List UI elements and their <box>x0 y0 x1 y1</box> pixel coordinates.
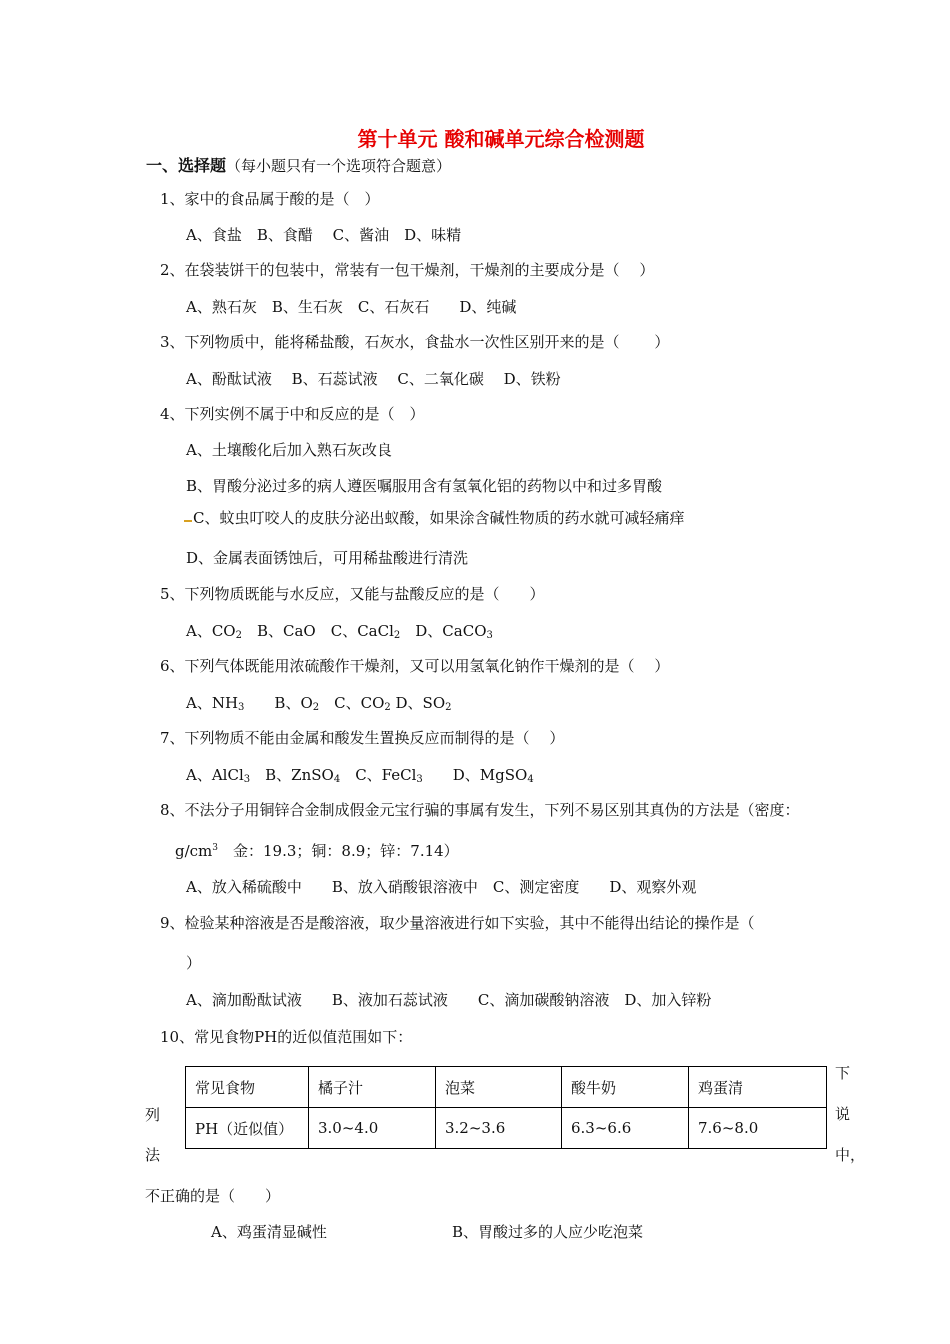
question-9-stem-end: ） <box>186 954 202 972</box>
question-7-options: A、AlCl$_3$ B、ZnSO$_4$ C、FeCl$_3$ D、MgSO$_4$ <box>186 766 534 785</box>
question-8-options: A、放入稀硫酸中 B、放入硝酸银溶液中 C、测定密度 D、观察外观 <box>186 878 697 896</box>
table-cell: 酸牛奶 <box>562 1067 689 1108</box>
question-1-stem: 1、家中的食品属于酸的是（ ） <box>160 190 380 208</box>
question-4-option-a: A、土壤酸化后加入熟石灰改良 <box>186 441 392 459</box>
table-cell: 6.3~6.6 <box>562 1108 689 1149</box>
table-row <box>186 1067 827 1108</box>
table-cell: 3.2~3.6 <box>436 1108 562 1149</box>
edit-mark <box>184 520 192 522</box>
wrap-text-right: 说 <box>835 1105 851 1123</box>
wrap-text-right: 下 <box>835 1064 851 1082</box>
question-6-stem: 6、下列气体既能用浓硫酸作干燥剂，又可以用氢氧化钠作干燥剂的是（ ） <box>160 657 670 675</box>
question-8-stem: 8、不法分子用铜锌合金制成假金元宝行骗的事属有发生，下列不易区别其真伪的方法是（密度： <box>160 801 800 819</box>
question-4-stem: 4、下列实例不属于中和反应的是（ ） <box>160 405 425 423</box>
wrap-text-right: 中， <box>835 1146 866 1164</box>
question-2-options: A、熟石灰 B、生石灰 C、石灰石 D、纯碱 <box>186 298 517 316</box>
table-cell: 常见食物 <box>186 1067 309 1108</box>
table-cell: 3.0~4.0 <box>309 1108 436 1149</box>
table-cell: 橘子汁 <box>309 1067 436 1108</box>
question-10-option-a: A、鸡蛋清显碱性 <box>211 1223 327 1241</box>
question-3-options: A、酚酞试液 B、石蕊试液 C、二氧化碳 D、铁粉 <box>186 370 561 388</box>
table-cell: 泡菜 <box>436 1067 562 1108</box>
section-note: （每小题只有一个选项符合题意） <box>226 157 452 175</box>
question-5-options: A、$CO_2$ B、CaO C、CaCl$_2$ D、CaCO$_3$ <box>186 622 493 641</box>
question-8-density: $g/cm^3$ 金：19.3；铜：8.9；锌：7.14） <box>175 842 459 860</box>
question-2-stem: 2、在袋装饼干的包装中，常装有一包干燥剂，干燥剂的主要成分是（ ） <box>160 261 655 279</box>
wrap-text-left: 列 <box>145 1106 161 1124</box>
question-4-option-d: D、金属表面锈蚀后，可用稀盐酸进行清洗 <box>186 549 469 567</box>
table-cell: 7.6~8.0 <box>689 1108 827 1149</box>
wrap-text-left: 法 <box>145 1146 161 1164</box>
ph-table <box>185 1066 827 1149</box>
question-10-tail: 不正确的是（ ） <box>145 1187 281 1205</box>
question-3-stem: 3、下列物质中，能将稀盐酸，石灰水，食盐水一次性区别开来的是（ ） <box>160 333 670 351</box>
question-5-stem: 5、下列物质既能与水反应，又能与盐酸反应的是（ ） <box>160 585 545 603</box>
question-10-stem: 10、常见食物PH的近似值范围如下： <box>160 1028 413 1046</box>
section-label: 一、选择题 <box>146 156 227 175</box>
table-cell: PH（近似值） <box>186 1108 309 1149</box>
question-6-options: A、$NH_3$ B、$O_2$ C、$CO_2$ D、$SO_2$ <box>186 694 452 713</box>
question-7-stem: 7、下列物质不能由金属和酸发生置换反应而制得的是（ ） <box>160 729 565 747</box>
question-9-stem: 9、检验某种溶液是否是酸溶液，取少量溶液进行如下实验，其中不能得出结论的操作是（ <box>160 914 755 932</box>
page-title: 第十单元 酸和碱单元综合检测题 <box>357 127 645 151</box>
question-9-options: A、滴加酚酞试液 B、液加石蕊试液 C、滴加碳酸钠溶液 D、加入锌粉 <box>186 991 712 1009</box>
question-4-option-b: B、胃酸分泌过多的病人遵医嘱服用含有氢氧化铝的药物以中和过多胃酸 <box>186 477 663 495</box>
section-heading <box>146 153 451 176</box>
table-row <box>186 1108 827 1149</box>
question-10-option-b: B、胃酸过多的人应少吃泡菜 <box>452 1223 644 1241</box>
question-4-option-c: C、蚊虫叮咬人的皮肤分泌出蚁酸，如果涂含碱性物质的药水就可减轻痛痒 <box>193 509 685 527</box>
table-cell: 鸡蛋清 <box>689 1067 827 1108</box>
question-1-options: A、食盐 B、食醋 C、酱油 D、味精 <box>186 226 462 244</box>
